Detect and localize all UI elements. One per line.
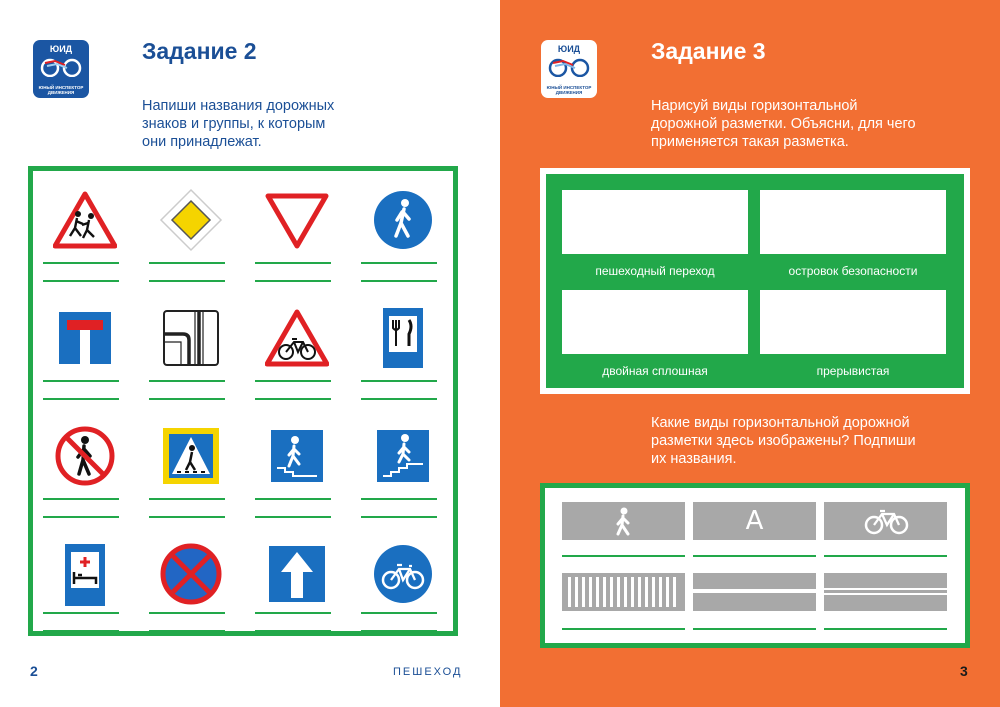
sign-cell bbox=[361, 180, 451, 290]
footer-caption: ПЕШЕХОД bbox=[393, 666, 463, 678]
box-label: пешеходный переход bbox=[595, 264, 715, 278]
sign-cell bbox=[43, 416, 133, 526]
dead-end-sign-icon bbox=[53, 306, 117, 370]
sign-cell bbox=[149, 298, 239, 408]
task-description: Напиши названия дорожных знаков и группы, к которым они принадлежат. bbox=[142, 98, 335, 150]
sign-cell bbox=[361, 298, 451, 408]
one-way-road-sign-icon bbox=[265, 542, 329, 606]
drawing-box-dashed[interactable] bbox=[760, 290, 946, 354]
task-description: Нарисуй виды горизонтальной дорожной разметки. Объясни, для чего применяется такая разметка. bbox=[651, 98, 916, 150]
letter-marking-strip bbox=[693, 502, 816, 540]
box-label: островок безопасности bbox=[788, 264, 918, 278]
sign-cell bbox=[255, 534, 345, 644]
cyclists-warning-sign-icon bbox=[265, 306, 329, 370]
give-way-sign-icon bbox=[265, 188, 329, 252]
yuid-logo: ЮИД ЮНЫЙ ИНСПЕКТОР ДВИЖЕНИЯ bbox=[541, 40, 597, 98]
sign-cell bbox=[361, 534, 451, 644]
sign-cell bbox=[255, 298, 345, 408]
sign-cell bbox=[361, 416, 451, 526]
main-road-sign-icon bbox=[159, 188, 223, 252]
drawing-box-crosswalk[interactable] bbox=[562, 190, 748, 254]
drawing-box-safety-island[interactable] bbox=[760, 190, 946, 254]
bicycle-logo-icon bbox=[39, 57, 83, 77]
bicycle-marking-icon bbox=[824, 502, 947, 540]
box-label: прерывистая bbox=[816, 364, 890, 378]
bicycle-logo-icon bbox=[547, 57, 591, 77]
pedestrian-marking-strip bbox=[562, 502, 685, 540]
no-pedestrians-sign-icon bbox=[53, 424, 117, 488]
sign-cell bbox=[255, 180, 345, 290]
sign-cell bbox=[43, 298, 133, 408]
sign-cell bbox=[255, 416, 345, 526]
pedestrian-crossing-sign-icon bbox=[159, 424, 223, 488]
no-stopping-sign-icon bbox=[159, 542, 223, 606]
overpass-sign-icon bbox=[371, 424, 435, 488]
drawing-box-double-solid[interactable] bbox=[562, 290, 748, 354]
food-point-sign-icon bbox=[371, 306, 435, 370]
road-junction-sign-icon bbox=[159, 306, 223, 370]
question-text: Какие виды горизонтальной дорожной разметки здесь изображены? Подпиши их названия. bbox=[651, 415, 916, 467]
children-warning-sign-icon bbox=[53, 188, 117, 252]
medical-aid-sign-icon bbox=[53, 542, 117, 606]
pedestrian-marking-icon bbox=[562, 502, 685, 540]
yuid-logo: ЮИД ЮНЫЙ ИНСПЕКТОР ДВИЖЕНИЯ bbox=[33, 40, 89, 98]
sign-cell bbox=[43, 534, 133, 644]
page-number: 2 bbox=[30, 663, 38, 679]
bicycle-path-sign-icon bbox=[371, 542, 435, 606]
sign-cell bbox=[149, 416, 239, 526]
page-title: Задание 3 bbox=[651, 38, 766, 64]
solid-line-strip bbox=[693, 573, 816, 611]
double-line-strip bbox=[824, 573, 947, 611]
box-label: двойная сплошная bbox=[602, 364, 708, 378]
sign-cell bbox=[43, 180, 133, 290]
zebra-strip bbox=[562, 573, 685, 611]
pedestrian-path-sign-icon bbox=[371, 188, 435, 252]
letter-a-marking-icon: A bbox=[745, 506, 764, 536]
page-number: 3 bbox=[960, 663, 968, 679]
page-title: Задание 2 bbox=[142, 38, 257, 64]
bicycle-marking-strip bbox=[824, 502, 947, 540]
sign-cell bbox=[149, 180, 239, 290]
underpass-sign-icon bbox=[265, 424, 329, 488]
sign-cell bbox=[149, 534, 239, 644]
right-page bbox=[500, 0, 1000, 707]
